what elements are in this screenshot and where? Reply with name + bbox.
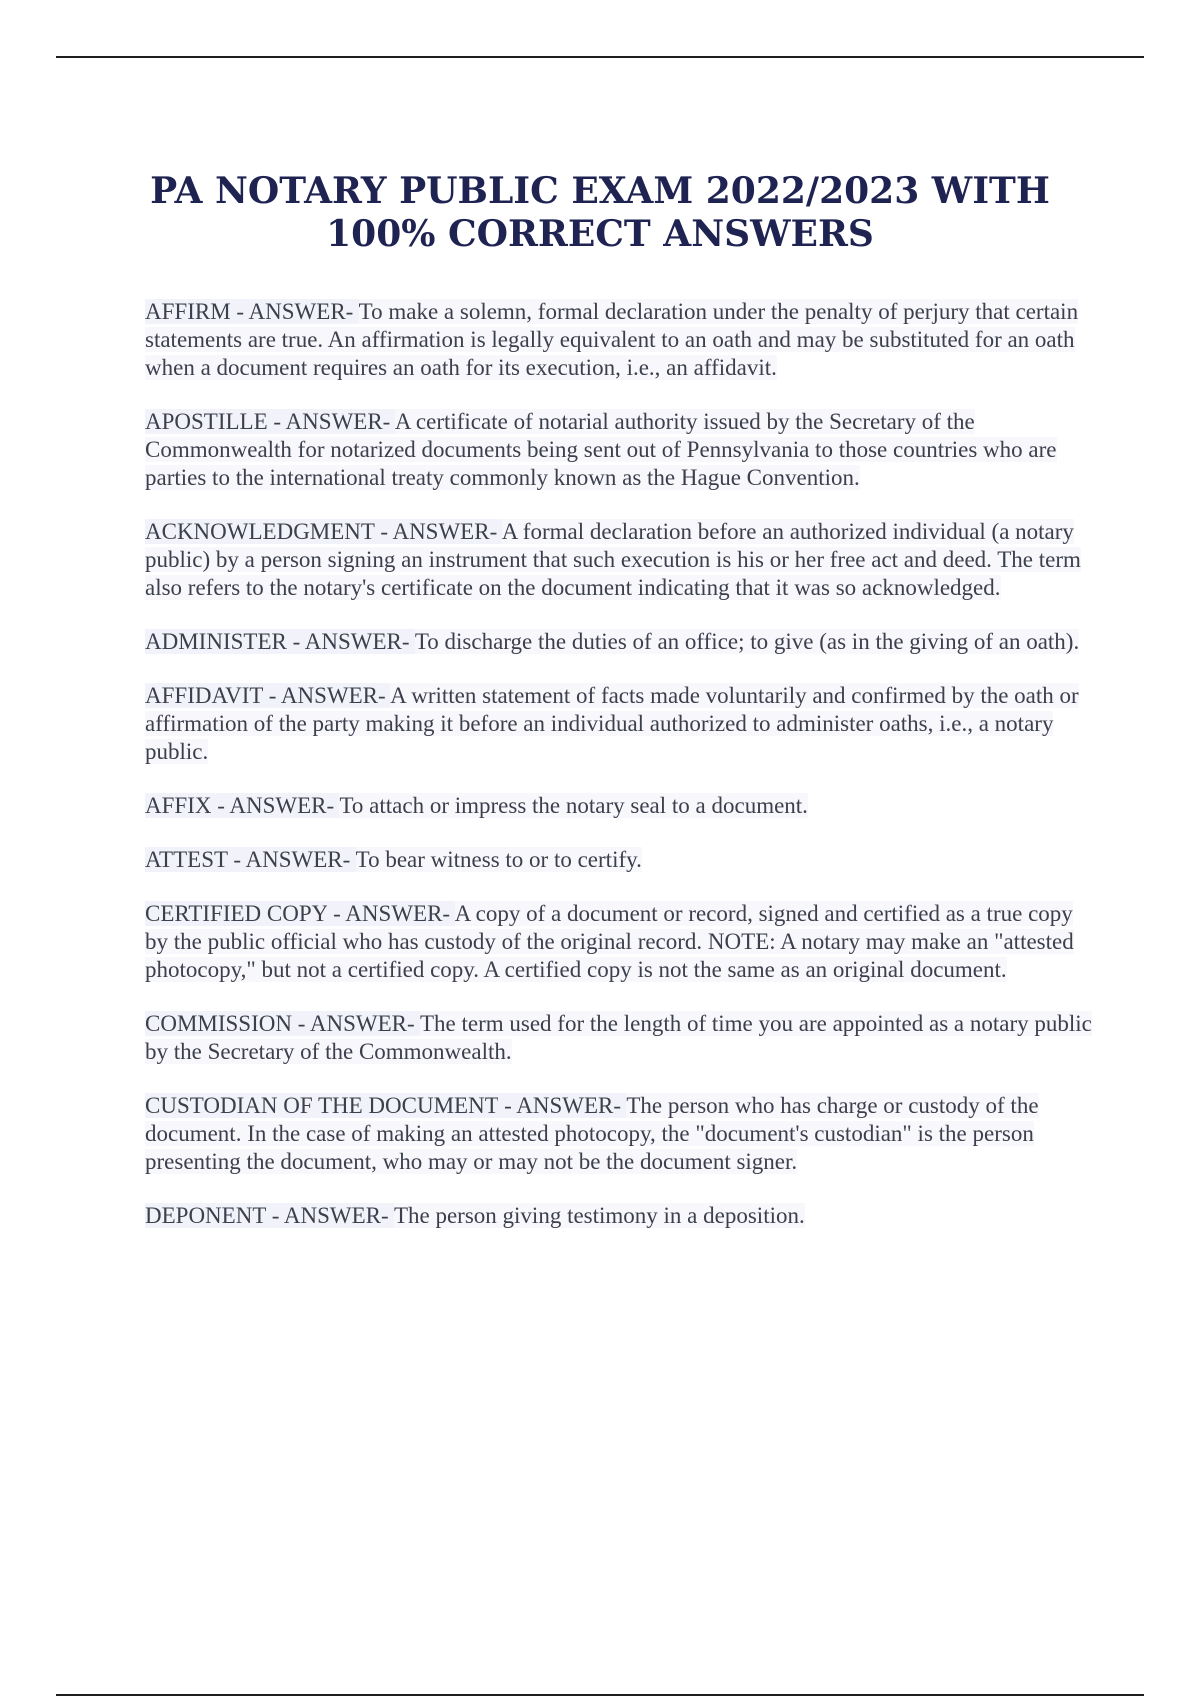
entry-definition: To discharge the duties of an office; to give (as in the giving of an oath). [414,629,1080,654]
entry-separator: - ANSWER- [374,519,502,544]
entry-definition: The person giving testimony in a deposition. [393,1203,805,1228]
entry-term: AFFIDAVIT [145,683,264,708]
entry-term: CERTIFIED COPY [145,901,328,926]
entry-term: ADMINISTER [145,629,287,654]
entry-separator: - ANSWER- [327,901,455,926]
entry-definition: A written statement of facts made voluntarily and confirmed by the oath or affirmation of the party making it before an individual authorized to administer oaths, i.e., a notary public. [145,683,1079,764]
entry-term: APOSTILLE [145,409,268,434]
glossary-entry [145,1202,1095,1230]
footer-rule [56,1694,1144,1696]
entry-term: ACKNOWLEDGMENT [145,519,375,544]
entry-definition: To make a solemn, formal declaration under the penalty of perjury that certain statements are true. An affirmation is legally equivalent to an oath and may be substituted for an oath when a document requires an oath for its execution, i.e., an affidavit. [145,299,1079,380]
glossary-entry [145,900,1095,984]
entry-definition: A formal declaration before an authorized individual (a notary public) by a person signing an instrument that such execution is his or her free act and deed. The term also refers to the notary's certificate on the document indicating that it was so acknowledged. [145,519,1081,600]
entry-separator: - ANSWER- [263,683,391,708]
entry-separator: - ANSWER- [286,629,415,654]
glossary-entry [145,628,1095,656]
glossary-entry [145,518,1095,602]
glossary-entry [145,846,1095,874]
entry-separator: - ANSWER- [211,793,340,818]
glossary-entry [145,408,1095,492]
entry-separator: - ANSWER- [267,409,395,434]
glossary-entry [145,1092,1095,1176]
glossary-list [145,298,1095,1256]
glossary-entry [145,298,1095,382]
entry-definition: To attach or impress the notary seal to a document. [339,793,808,818]
entry-term: CUSTODIAN OF THE DOCUMENT [145,1093,499,1118]
glossary-entry [145,792,1095,820]
entry-term: ATTEST [145,847,228,872]
glossary-entry [145,1010,1095,1066]
entry-term: AFFIRM [145,299,231,324]
entry-definition: A copy of a document or record, signed and certified as a true copy by the public official who has custody of the original record. NOTE: A notary may make an "attested photocopy," but not a certified copy. A certified copy is not the same as an original document. [145,901,1074,982]
entry-term: DEPONENT [145,1203,266,1228]
entry-separator: - ANSWER- [291,1011,420,1036]
document-title: PA NOTARY PUBLIC EXAM 2022/2023 WITH 100% CORRECT ANSWERS [150,170,1050,255]
header-rule [56,56,1144,58]
entry-definition: To bear witness to or to certify. [355,847,642,872]
entry-separator: - ANSWER- [265,1203,394,1228]
entry-separator: - ANSWER- [227,847,356,872]
glossary-entry [145,682,1095,766]
entry-definition: The person who has charge or custody of the document. In the case of making an attested photocopy, the "document's custodian" is the person presenting the document, who may or may not be the document signer. [145,1093,1039,1174]
entry-term: AFFIX [145,793,212,818]
entry-definition: A certificate of notarial authority issued by the Secretary of the Commonwealth for notarized documents being sent out of Pennsylvania to those countries who are parties to the international treaty commonly known as the Hague Convention. [145,409,1057,490]
entry-separator: - ANSWER- [230,299,359,324]
entry-separator: - ANSWER- [498,1093,627,1118]
entry-definition: The term used for the length of time you are appointed as a notary public by the Secretary of the Commonwealth. [145,1011,1092,1064]
entry-term: COMMISSION [145,1011,292,1036]
